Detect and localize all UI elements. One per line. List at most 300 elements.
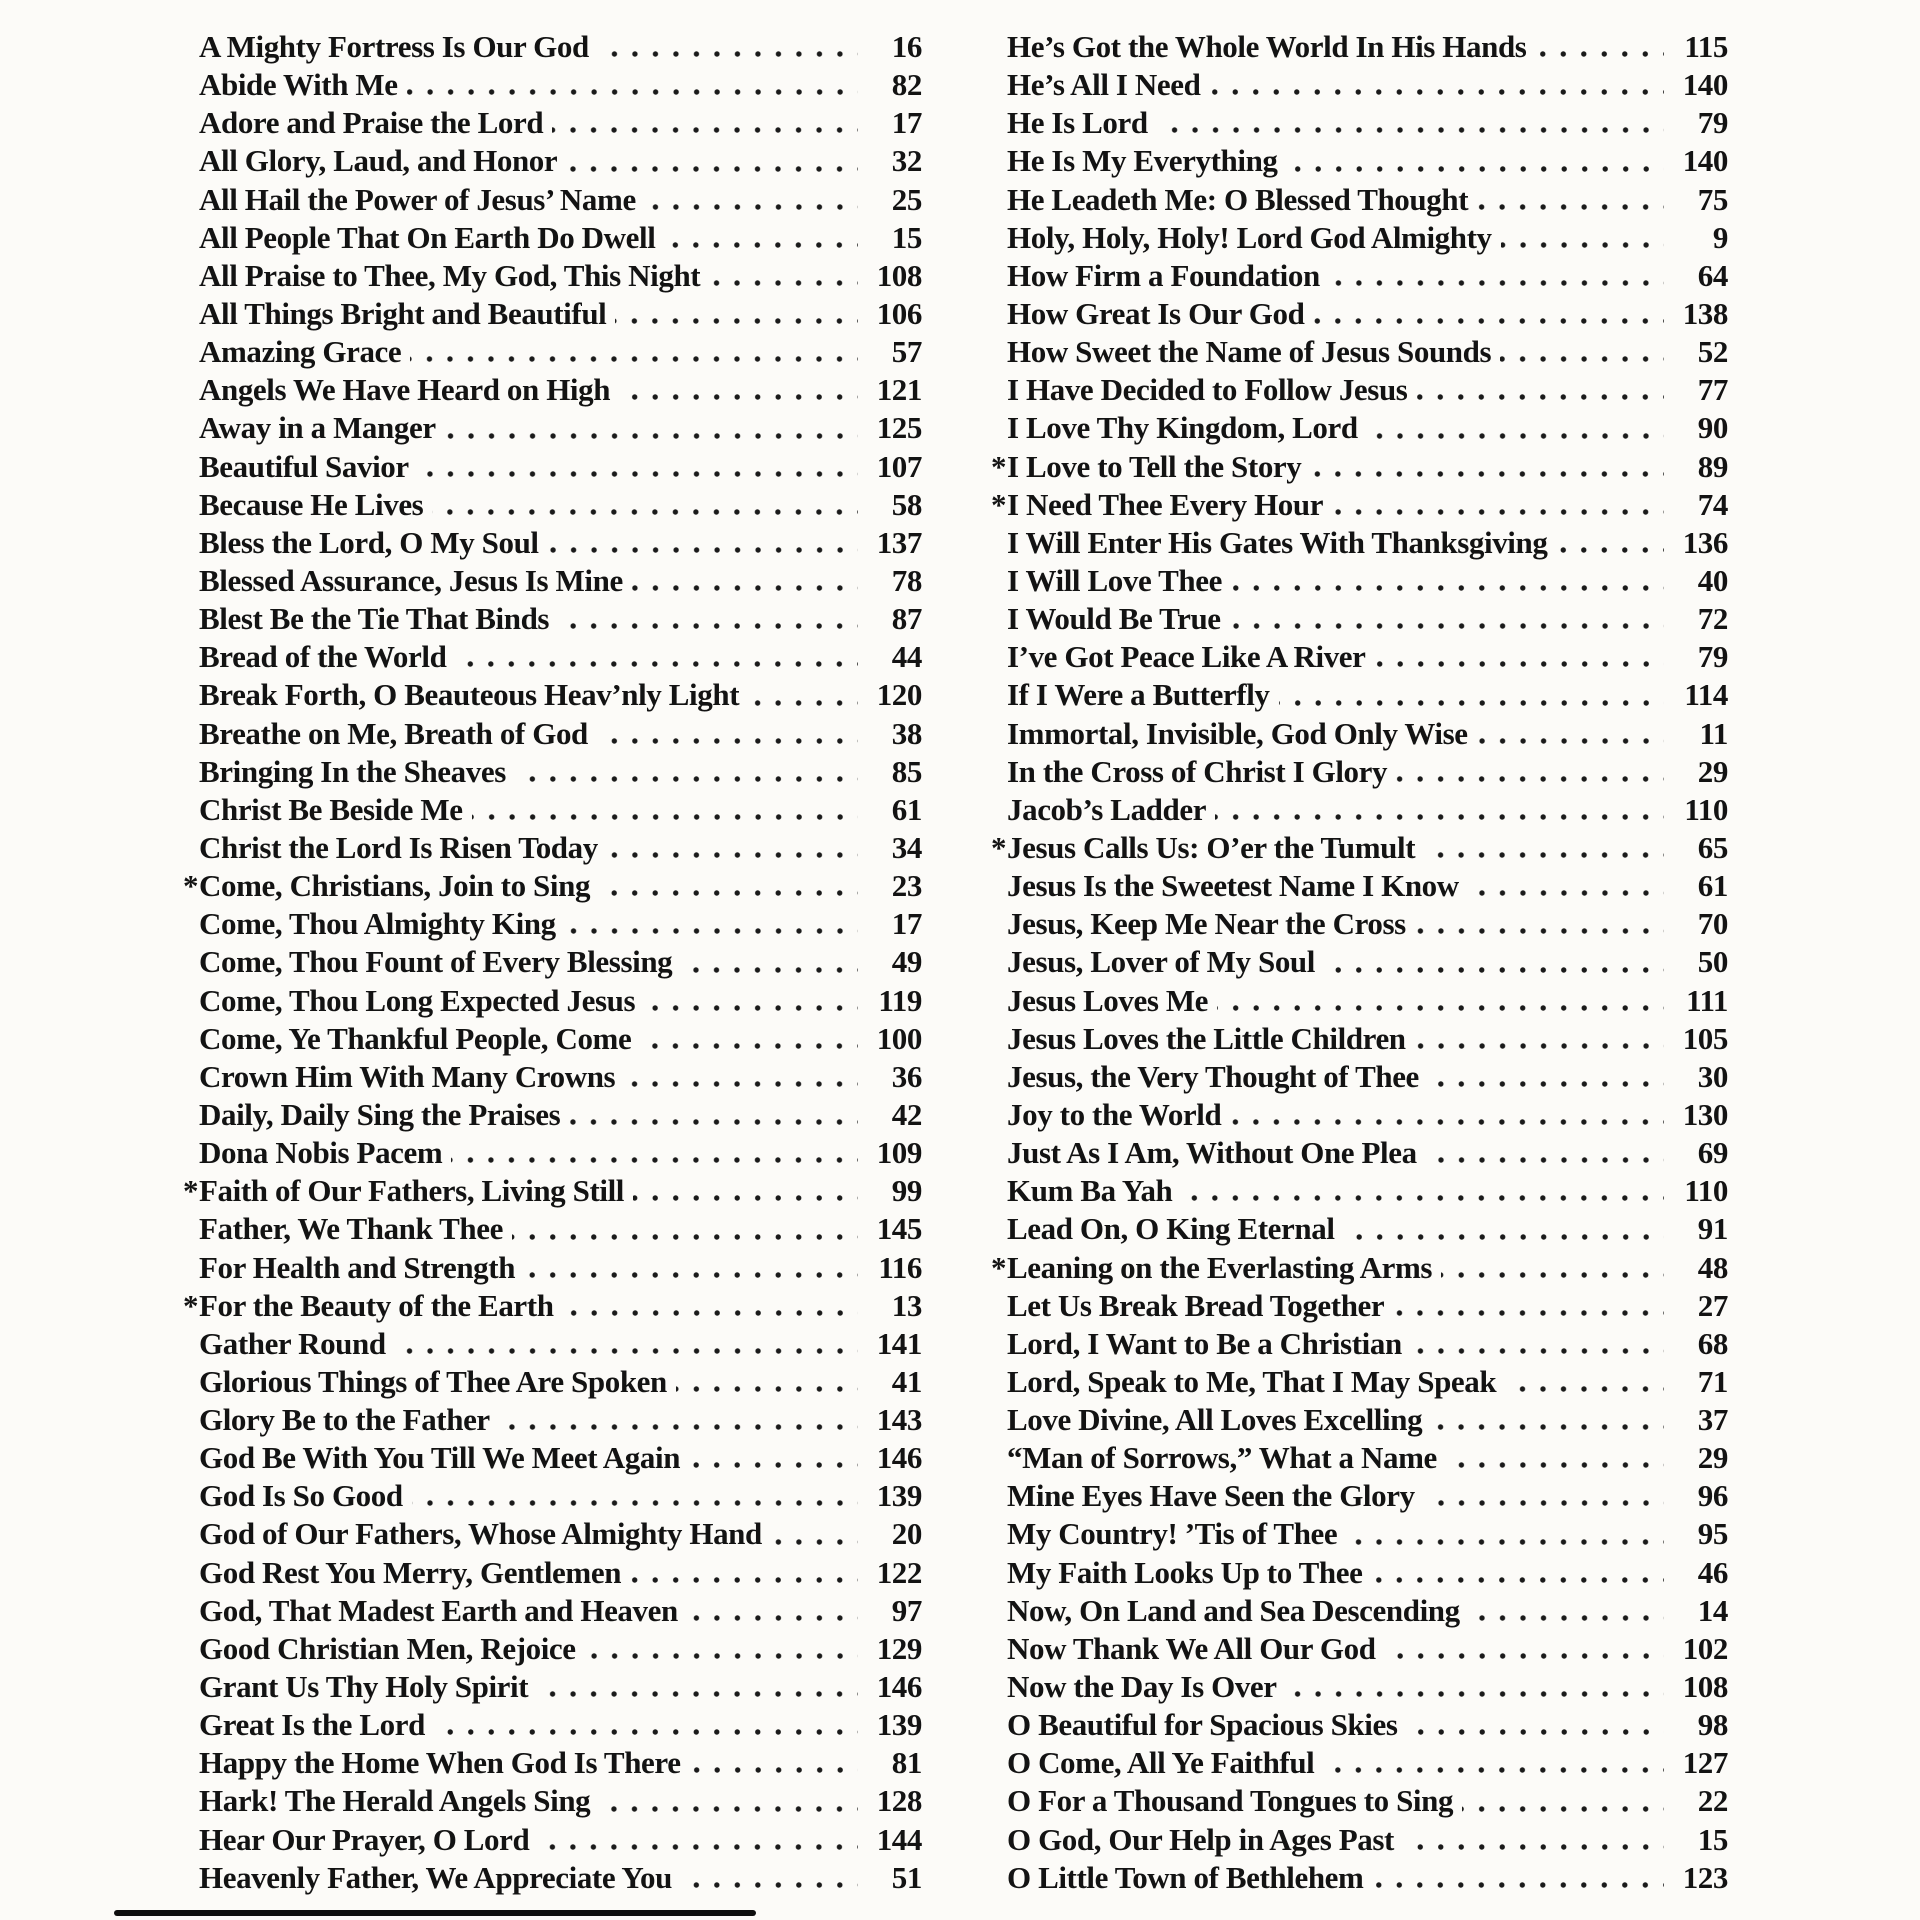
hymn-title: God Be With You Till We Meet Again bbox=[199, 1440, 681, 1476]
index-entry bbox=[1007, 104, 1728, 142]
index-entry bbox=[199, 715, 922, 753]
dot-leader bbox=[1424, 829, 1664, 867]
index-entry bbox=[1007, 1630, 1728, 1668]
dot-leader bbox=[640, 1020, 858, 1058]
index-entry bbox=[1007, 943, 1728, 981]
page-number: 61 bbox=[1697, 868, 1728, 904]
index-entry bbox=[1007, 1515, 1728, 1553]
page-number: 40 bbox=[1697, 562, 1728, 598]
index-entry bbox=[199, 1439, 922, 1477]
page-number: 116 bbox=[878, 1249, 922, 1285]
page-number: 115 bbox=[1684, 29, 1728, 64]
index-entry bbox=[199, 676, 922, 714]
page-number: 78 bbox=[891, 562, 922, 598]
index-entry bbox=[199, 1210, 922, 1248]
dot-leader bbox=[1329, 257, 1664, 295]
hymn-title: For the Beauty of the Earth bbox=[199, 1287, 554, 1323]
index-entry bbox=[199, 1401, 922, 1439]
dot-leader bbox=[1426, 1134, 1664, 1172]
dot-leader bbox=[1424, 1477, 1664, 1515]
hymn-title: Bringing In the Sheaves bbox=[199, 753, 506, 789]
hymn-title: I Will Love Thee bbox=[1007, 562, 1222, 598]
hymn-title: Beautiful Savior bbox=[199, 448, 409, 484]
hymn-title: All Glory, Laud, and Honor bbox=[199, 143, 558, 179]
page-number: 85 bbox=[891, 753, 922, 789]
page-number: 37 bbox=[1697, 1402, 1728, 1438]
hymn-title: Abide With Me bbox=[199, 67, 398, 103]
page-number: 34 bbox=[891, 829, 922, 865]
hymn-title: Mine Eyes Have Seen the Glory bbox=[1007, 1478, 1415, 1514]
page-number: 46 bbox=[1697, 1554, 1728, 1590]
hymn-title: How Great Is Our God bbox=[1007, 295, 1305, 331]
index-entry bbox=[1007, 1172, 1728, 1210]
page-number: 87 bbox=[891, 601, 922, 637]
index-entry bbox=[1007, 1058, 1728, 1096]
index-entry bbox=[199, 1515, 922, 1553]
star-marker: * bbox=[183, 1173, 199, 1209]
dot-leader bbox=[644, 982, 858, 1020]
index-entry bbox=[199, 1782, 922, 1820]
index-entry bbox=[1007, 257, 1728, 295]
dot-leader bbox=[1500, 333, 1664, 371]
dot-leader bbox=[1415, 1020, 1664, 1058]
hymn-title: Kum Ba Yah bbox=[1007, 1173, 1173, 1209]
page-number: 52 bbox=[1697, 334, 1728, 370]
dot-leader bbox=[1371, 1554, 1664, 1592]
hymn-title: Come, Thou Almighty King bbox=[199, 906, 556, 942]
dot-leader bbox=[1231, 562, 1664, 600]
dot-leader bbox=[538, 1821, 858, 1859]
hymn-title: Come, Thou Fount of Every Blessing bbox=[199, 944, 673, 980]
index-entry bbox=[1007, 219, 1728, 257]
index-entry bbox=[199, 257, 922, 295]
page-number: 129 bbox=[876, 1630, 922, 1666]
hymn-title: Daily, Daily Sing the Praises bbox=[199, 1096, 561, 1132]
hymn-title: Leaning on the Everlasting Arms bbox=[1007, 1249, 1433, 1285]
hymn-title: I Love Thy Kingdom, Lord bbox=[1007, 410, 1358, 446]
dot-leader bbox=[1462, 1782, 1664, 1820]
dot-leader bbox=[1181, 1172, 1664, 1210]
page-number: 38 bbox=[891, 715, 922, 751]
dot-leader bbox=[599, 1782, 858, 1820]
dot-leader bbox=[1505, 1363, 1664, 1401]
dot-leader bbox=[1367, 409, 1664, 447]
dot-leader bbox=[597, 715, 858, 753]
index-entry bbox=[1007, 1782, 1728, 1820]
hymn-title: Now, On Land and Sea Descending bbox=[1007, 1592, 1460, 1628]
index-entry bbox=[1007, 676, 1728, 714]
index-entry bbox=[1007, 1287, 1728, 1325]
hymn-title: Away in a Manger bbox=[199, 410, 436, 446]
page-number: 50 bbox=[1697, 944, 1728, 980]
page-number: 15 bbox=[1697, 1821, 1728, 1857]
page-number: 121 bbox=[876, 372, 922, 408]
hymn-title: Come, Ye Thankful People, Come bbox=[199, 1020, 632, 1056]
page-number: 42 bbox=[891, 1096, 922, 1132]
index-entry bbox=[1007, 1821, 1728, 1859]
dot-leader bbox=[1477, 181, 1664, 219]
page-number: 128 bbox=[876, 1783, 922, 1819]
dot-leader bbox=[607, 829, 858, 867]
dot-leader bbox=[630, 1554, 858, 1592]
index-entry bbox=[1007, 1859, 1728, 1897]
hymn-title: Now Thank We All Our God bbox=[1007, 1630, 1376, 1666]
page-number: 106 bbox=[876, 295, 922, 331]
hymn-title: He’s Got the Whole World In His Hands bbox=[1007, 29, 1527, 64]
hymn-title: Breathe on Me, Breath of God bbox=[199, 715, 588, 751]
page-number: 136 bbox=[1682, 524, 1728, 560]
dot-leader bbox=[1469, 1592, 1664, 1630]
page-number: 146 bbox=[876, 1440, 922, 1476]
hymn-title: Immortal, Invisible, God Only Wise bbox=[1007, 715, 1468, 751]
index-entry bbox=[1007, 1020, 1728, 1058]
hymn-title: Blessed Assurance, Jesus Is Mine bbox=[199, 562, 623, 598]
hymn-title: Jesus Loves the Little Children bbox=[1007, 1020, 1406, 1056]
page-number: 95 bbox=[1697, 1516, 1728, 1552]
hymn-title: Holy, Holy, Holy! Lord God Almighty bbox=[1007, 219, 1492, 255]
index-entry bbox=[199, 562, 922, 600]
hymn-title: Lead On, O King Eternal bbox=[1007, 1211, 1335, 1247]
index-entry bbox=[199, 1592, 922, 1630]
page-number: 9 bbox=[1712, 219, 1728, 255]
index-entry bbox=[1007, 524, 1728, 562]
hymn-title: Jesus Is the Sweetest Name I Know bbox=[1007, 868, 1459, 904]
page-number: 13 bbox=[891, 1287, 922, 1323]
dot-leader bbox=[1556, 524, 1664, 562]
dot-leader bbox=[395, 1325, 858, 1363]
page-number: 81 bbox=[891, 1745, 922, 1781]
page-number: 48 bbox=[1697, 1249, 1728, 1285]
dot-leader bbox=[432, 486, 858, 524]
index-entry bbox=[199, 28, 922, 66]
page-number: 105 bbox=[1682, 1020, 1728, 1056]
hymn-title: Now the Day Is Over bbox=[1007, 1669, 1277, 1705]
page-number: 108 bbox=[876, 257, 922, 293]
index-entry bbox=[1007, 753, 1728, 791]
dot-leader bbox=[1535, 28, 1664, 66]
index-entry bbox=[199, 524, 922, 562]
hymn-title: O Beautiful for Spacious Skies bbox=[1007, 1707, 1398, 1743]
hymn-title: For Health and Strength bbox=[199, 1249, 516, 1285]
hymn-title: Gather Round bbox=[199, 1325, 386, 1361]
index-entry bbox=[199, 1363, 922, 1401]
index-entry bbox=[1007, 1439, 1728, 1477]
dot-leader bbox=[1332, 486, 1664, 524]
dot-leader bbox=[552, 104, 858, 142]
page-number: 36 bbox=[891, 1058, 922, 1094]
index-entry bbox=[1007, 1134, 1728, 1172]
hymn-title: He Leadeth Me: O Blessed Thought bbox=[1007, 181, 1469, 217]
page-number: 30 bbox=[1697, 1058, 1728, 1094]
page-number: 69 bbox=[1697, 1135, 1728, 1171]
page-number: 16 bbox=[891, 29, 922, 64]
page-number: 82 bbox=[891, 67, 922, 103]
dot-leader bbox=[585, 1630, 858, 1668]
hymn-title: God Rest You Merry, Gentlemen bbox=[199, 1554, 622, 1590]
index-entry bbox=[1007, 409, 1728, 447]
dot-leader bbox=[1209, 66, 1664, 104]
dot-leader bbox=[524, 1249, 858, 1287]
page-number: 64 bbox=[1697, 257, 1728, 293]
index-entry bbox=[199, 1096, 922, 1134]
hymn-title: Crown Him With Many Crowns bbox=[199, 1058, 616, 1094]
dot-leader bbox=[676, 1363, 858, 1401]
index-entry bbox=[199, 219, 922, 257]
page-number: 68 bbox=[1697, 1325, 1728, 1361]
hymn-title: O Little Town of Bethlehem bbox=[1007, 1859, 1364, 1895]
hymn-title: He Is Lord bbox=[1007, 105, 1148, 141]
page-number: 125 bbox=[876, 410, 922, 446]
index-entry bbox=[199, 409, 922, 447]
page-number: 27 bbox=[1697, 1287, 1728, 1323]
page-number: 140 bbox=[1682, 143, 1728, 179]
dot-leader bbox=[1230, 600, 1664, 638]
hymn-title: “Man of Sorrows,” What a Name bbox=[1007, 1440, 1437, 1476]
dot-leader bbox=[499, 1401, 858, 1439]
index-entry bbox=[1007, 791, 1728, 829]
scan-artifact-bar bbox=[114, 1910, 756, 1916]
hymn-title: Break Forth, O Beauteous Heav’nly Light bbox=[199, 677, 740, 713]
dot-leader bbox=[1411, 1325, 1664, 1363]
page-number: 61 bbox=[891, 791, 922, 827]
dot-leader bbox=[1313, 295, 1664, 333]
page-number: 11 bbox=[1699, 715, 1728, 751]
index-entry bbox=[1007, 181, 1728, 219]
hymn-title: Happy the Home When God Is There bbox=[199, 1745, 681, 1781]
index-entry bbox=[1007, 638, 1728, 676]
hymn-title: O Come, All Ye Faithful bbox=[1007, 1745, 1315, 1781]
dot-leader bbox=[1344, 1210, 1664, 1248]
page-number: 127 bbox=[1682, 1745, 1728, 1781]
hymn-title: Come, Christians, Join to Sing bbox=[199, 868, 591, 904]
index-entry bbox=[199, 600, 922, 638]
page-number: 91 bbox=[1697, 1211, 1728, 1247]
index-entry bbox=[199, 1058, 922, 1096]
hymn-title: He’s All I Need bbox=[1007, 67, 1201, 103]
index-entry bbox=[1007, 1210, 1728, 1248]
hymn-title: O For a Thousand Tongues to Sing bbox=[1007, 1783, 1454, 1819]
hymn-title: Blest Be the Tie That Binds bbox=[199, 601, 550, 637]
index-entry bbox=[199, 943, 922, 981]
index-entry bbox=[1007, 1363, 1728, 1401]
page-number: 146 bbox=[876, 1669, 922, 1705]
page-number: 141 bbox=[876, 1325, 922, 1361]
page-number: 74 bbox=[1697, 486, 1728, 522]
index-entry bbox=[199, 1325, 922, 1363]
dot-leader bbox=[407, 66, 858, 104]
page-number: 23 bbox=[891, 868, 922, 904]
page-number: 102 bbox=[1682, 1630, 1728, 1666]
dot-leader bbox=[633, 1172, 858, 1210]
page-number: 22 bbox=[1697, 1783, 1728, 1819]
hymn-title: Jacob’s Ladder bbox=[1007, 791, 1207, 827]
page-number: 107 bbox=[876, 448, 922, 484]
page-number: 77 bbox=[1697, 372, 1728, 408]
page-number: 41 bbox=[891, 1363, 922, 1399]
dot-leader bbox=[566, 142, 858, 180]
page-number: 51 bbox=[891, 1859, 922, 1895]
hymn-title: Let Us Break Bread Together bbox=[1007, 1287, 1385, 1323]
page-number: 90 bbox=[1697, 410, 1728, 446]
hymn-title: I’ve Got Peace Like A River bbox=[1007, 639, 1366, 675]
hymn-title: Grant Us Thy Holy Spirit bbox=[199, 1669, 529, 1705]
index-entry bbox=[199, 1859, 922, 1897]
dot-leader bbox=[1287, 142, 1664, 180]
index-entry bbox=[1007, 1554, 1728, 1592]
page-number: 110 bbox=[1684, 791, 1728, 827]
star-marker: * bbox=[991, 829, 1007, 865]
hymn-title: Good Christian Men, Rejoice bbox=[199, 1630, 576, 1666]
dot-leader bbox=[598, 28, 858, 66]
dot-leader bbox=[1416, 371, 1664, 409]
hymn-title: He Is My Everything bbox=[1007, 143, 1278, 179]
hymn-title: How Sweet the Name of Jesus Sounds bbox=[1007, 334, 1492, 370]
dot-leader bbox=[1157, 104, 1664, 142]
dot-leader bbox=[664, 219, 858, 257]
hymn-title: If I Were a Butterfly bbox=[1007, 677, 1270, 713]
dot-leader bbox=[599, 867, 858, 905]
hymn-title: Jesus Calls Us: O’er the Tumult bbox=[1007, 829, 1416, 865]
dot-leader bbox=[1428, 1058, 1664, 1096]
page-number: 122 bbox=[876, 1554, 922, 1590]
hymn-title: Jesus, Keep Me Near the Cross bbox=[1007, 906, 1406, 942]
hymn-title: Jesus, Lover of My Soul bbox=[1007, 944, 1315, 980]
index-entry bbox=[199, 1134, 922, 1172]
dot-leader bbox=[1396, 753, 1664, 791]
index-entry bbox=[1007, 1477, 1728, 1515]
index-entry bbox=[199, 142, 922, 180]
dot-leader bbox=[1415, 905, 1664, 943]
hymn-title: All People That On Earth Do Dwell bbox=[199, 219, 656, 255]
star-marker: * bbox=[991, 448, 1007, 484]
dot-leader bbox=[1477, 715, 1664, 753]
hymn-title: Bless the Lord, O My Soul bbox=[199, 524, 539, 560]
page-number: 139 bbox=[876, 1478, 922, 1514]
hymn-title: Heavenly Father, We Appreciate You bbox=[199, 1859, 672, 1895]
hymn-title: In the Cross of Christ I Glory bbox=[1007, 753, 1388, 789]
page-number: 145 bbox=[876, 1211, 922, 1247]
hymn-title: Christ Be Beside Me bbox=[199, 791, 463, 827]
hymn-title: I Will Enter His Gates With Thanksgiving bbox=[1007, 524, 1548, 560]
dot-leader bbox=[434, 1706, 858, 1744]
page-number: 49 bbox=[891, 944, 922, 980]
index-entry bbox=[1007, 1668, 1728, 1706]
hymn-title: Amazing Grace bbox=[199, 334, 402, 370]
page-number: 89 bbox=[1697, 448, 1728, 484]
index-entry bbox=[199, 982, 922, 1020]
hymn-title: How Firm a Foundation bbox=[1007, 257, 1320, 293]
index-entry bbox=[199, 448, 922, 486]
hymn-title: Adore and Praise the Lord bbox=[199, 105, 544, 141]
index-entry bbox=[183, 1287, 922, 1325]
dot-leader bbox=[1393, 1287, 1664, 1325]
page-number: 138 bbox=[1682, 295, 1728, 331]
index-entry bbox=[199, 638, 922, 676]
page-number: 25 bbox=[891, 181, 922, 217]
dot-leader bbox=[1286, 1668, 1664, 1706]
dot-leader bbox=[687, 1592, 858, 1630]
hymn-title: All Hail the Power of Jesus’ Name bbox=[199, 181, 636, 217]
star-marker: * bbox=[183, 1287, 199, 1323]
hymn-title: God, That Madest Earth and Heaven bbox=[199, 1592, 678, 1628]
page-number: 109 bbox=[876, 1135, 922, 1171]
hymn-title: Come, Thou Long Expected Jesus bbox=[199, 982, 636, 1018]
dot-leader bbox=[565, 905, 858, 943]
index-entry bbox=[991, 829, 1728, 867]
index-entry bbox=[199, 104, 922, 142]
page-number: 123 bbox=[1682, 1859, 1728, 1895]
hymn-title: Angels We Have Heard on High bbox=[199, 372, 611, 408]
dot-leader bbox=[1385, 1630, 1664, 1668]
dot-leader bbox=[548, 524, 858, 562]
page-number: 17 bbox=[891, 105, 922, 141]
dot-leader bbox=[569, 1096, 858, 1134]
index-entry bbox=[199, 753, 922, 791]
page-number: 143 bbox=[876, 1402, 922, 1438]
dot-leader bbox=[1215, 791, 1664, 829]
dot-leader bbox=[1324, 943, 1664, 981]
index-entry bbox=[1007, 333, 1728, 371]
dot-leader bbox=[563, 1287, 858, 1325]
index-column-left bbox=[183, 28, 922, 1897]
dot-leader bbox=[1446, 1439, 1664, 1477]
dot-leader bbox=[689, 1439, 858, 1477]
dot-leader bbox=[1501, 219, 1664, 257]
hymn-title: I Love to Tell the Story bbox=[1007, 448, 1302, 484]
index-entry bbox=[991, 448, 1728, 486]
dot-leader bbox=[1346, 1515, 1664, 1553]
hymn-title: I Have Decided to Follow Jesus bbox=[1007, 372, 1408, 408]
page-number: 108 bbox=[1682, 1669, 1728, 1705]
page-number: 99 bbox=[891, 1173, 922, 1209]
page-number: 72 bbox=[1697, 601, 1728, 637]
dot-leader bbox=[418, 448, 858, 486]
hymn-title: Lord, I Want to Be a Christian bbox=[1007, 1325, 1402, 1361]
page-number: 110 bbox=[1684, 1173, 1728, 1209]
page-number: 111 bbox=[1686, 982, 1728, 1018]
page-number: 57 bbox=[891, 334, 922, 370]
page-number: 29 bbox=[1697, 753, 1728, 789]
page-number: 79 bbox=[1697, 639, 1728, 675]
dot-leader bbox=[1310, 448, 1664, 486]
hymn-title: Jesus, the Very Thought of Thee bbox=[1007, 1058, 1419, 1094]
index-entry bbox=[991, 1249, 1728, 1287]
dot-leader bbox=[632, 562, 858, 600]
page-number: 96 bbox=[1697, 1478, 1728, 1514]
hymn-title: Bread of the World bbox=[199, 639, 447, 675]
hymn-title: All Praise to Thee, My God, This Night bbox=[199, 257, 701, 293]
page-number: 15 bbox=[891, 219, 922, 255]
dot-leader bbox=[445, 409, 858, 447]
index-entry bbox=[199, 1744, 922, 1782]
index-entry bbox=[199, 295, 922, 333]
index-entry bbox=[199, 1554, 922, 1592]
page-number: 32 bbox=[891, 143, 922, 179]
page-number: 130 bbox=[1682, 1096, 1728, 1132]
dot-leader bbox=[1441, 1249, 1664, 1287]
index-column-right bbox=[991, 28, 1728, 1897]
page-number: 79 bbox=[1697, 105, 1728, 141]
hymn-title: Father, We Thank Thee bbox=[199, 1211, 503, 1247]
page-number: 58 bbox=[891, 486, 922, 522]
dot-leader bbox=[748, 676, 858, 714]
index-entry bbox=[199, 1249, 922, 1287]
dot-leader bbox=[558, 600, 858, 638]
page-number: 119 bbox=[878, 982, 922, 1018]
dot-leader bbox=[771, 1515, 858, 1553]
hymn-title: Lord, Speak to Me, That I May Speak bbox=[1007, 1363, 1497, 1399]
hymn-title: My Country! ’Tis of Thee bbox=[1007, 1516, 1338, 1552]
